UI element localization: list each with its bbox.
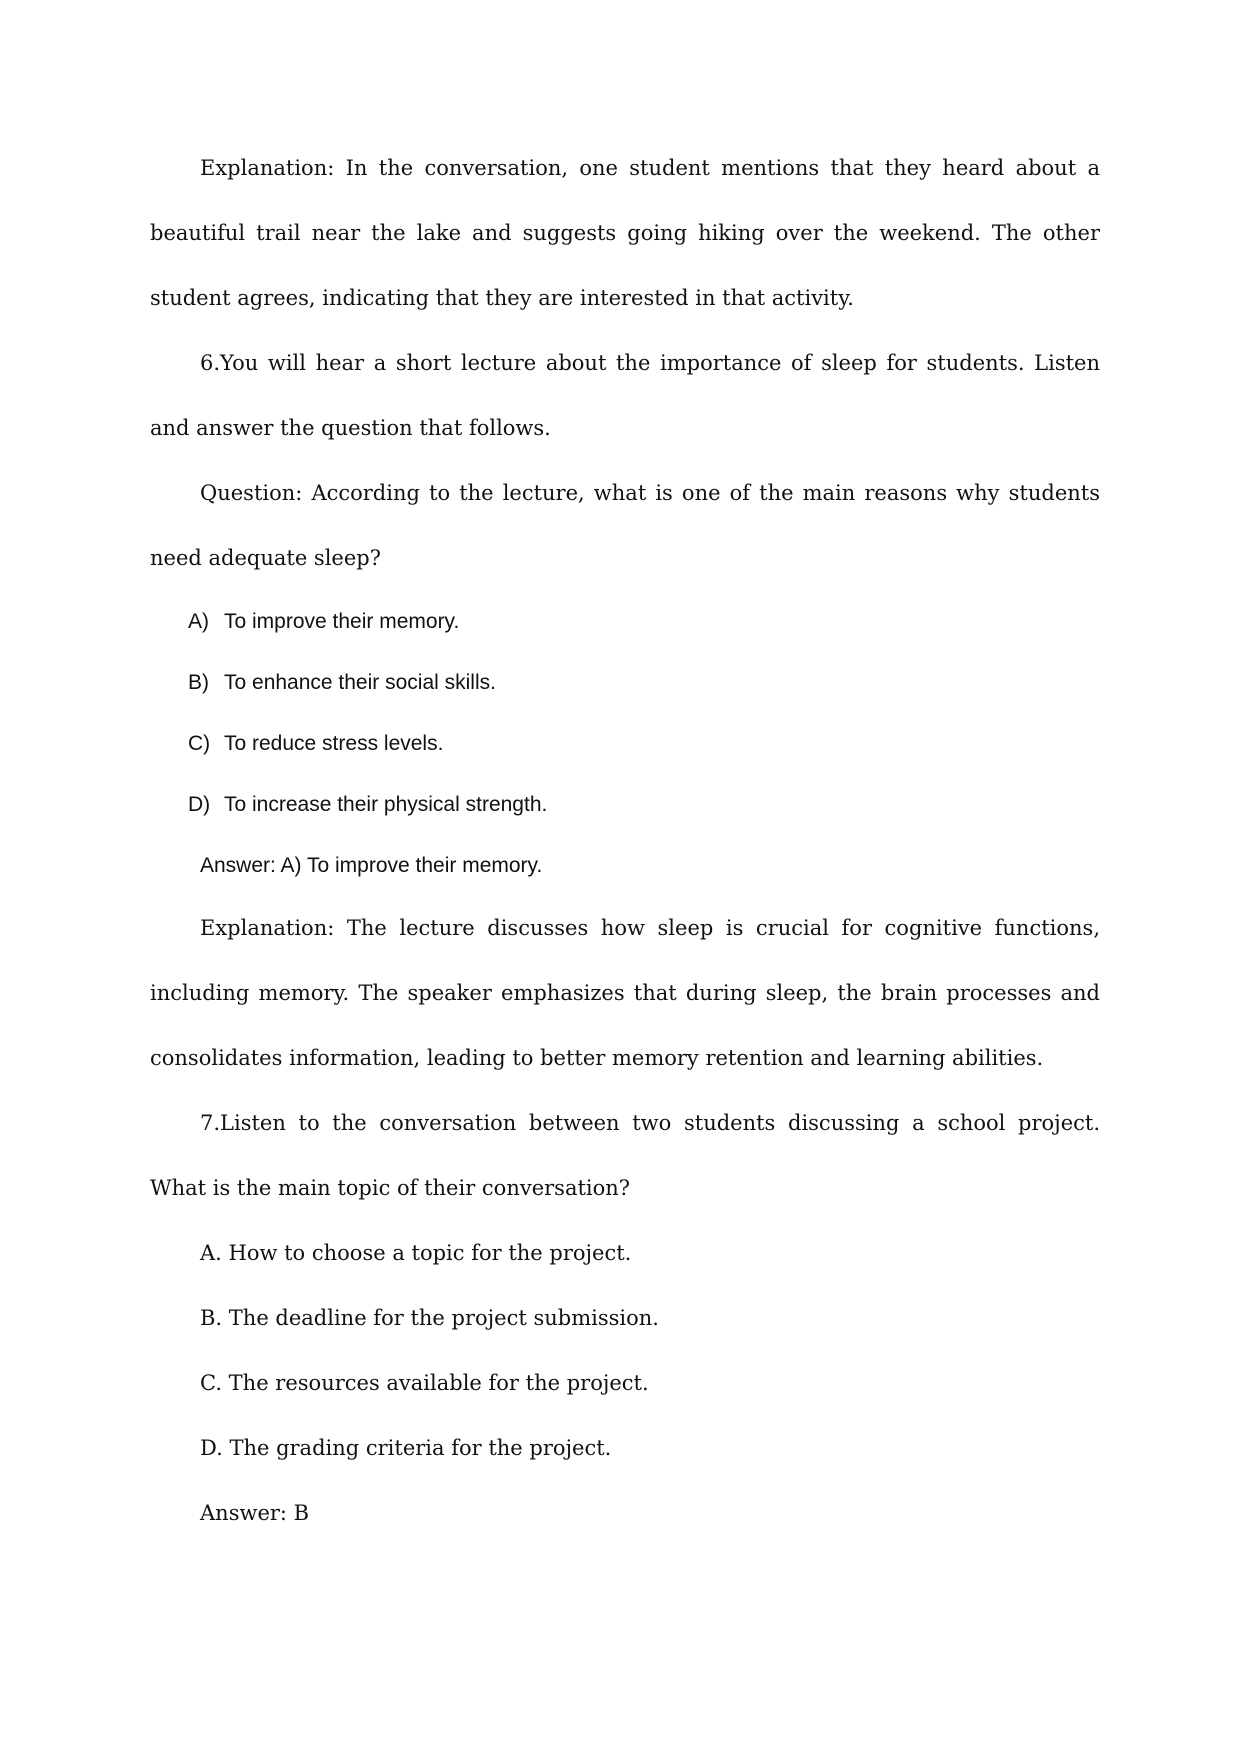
- option-text: To increase their physical strength.: [224, 793, 548, 816]
- question-6-options: [150, 591, 1100, 896]
- question-6-explanation: Explanation: The lecture discusses how sleep is crucial for cognitive functions, including memory. The speaker emphasizes that during sleep, the brain processes and consolidates information, leading to better memory retention and learning abilities.: [150, 916, 1100, 1070]
- question-6-question: Question: According to the lecture, what is one of the main reasons why students need adequate sleep?: [150, 481, 1100, 570]
- option-text: To improve their memory.: [224, 610, 460, 633]
- option-letter: B): [188, 671, 209, 694]
- question-7-prompt: 7.Listen to the conversation between two students discussing a school project. What is the main topic of their conversation?: [150, 1111, 1100, 1200]
- option-a: [150, 591, 1100, 652]
- question-6-answer: Answer: A) To improve their memory.: [200, 854, 543, 877]
- question-7-options: [150, 1221, 1100, 1481]
- option-b: B. The deadline for the project submission.: [200, 1306, 659, 1330]
- option-letter: A): [188, 610, 209, 633]
- option-a: A. How to choose a topic for the project.: [200, 1241, 632, 1265]
- option-letter: D): [188, 793, 211, 816]
- option-text: To reduce stress levels.: [224, 732, 444, 755]
- question-6-prompt: 6.You will hear a short lecture about the importance of sleep for students. Listen and answer the question that follows.: [150, 351, 1100, 440]
- option-text: To enhance their social skills.: [224, 671, 496, 694]
- document-body: [150, 136, 1100, 1546]
- option-b: [150, 652, 1100, 713]
- option-d: [150, 774, 1100, 835]
- option-letter: C): [188, 732, 211, 755]
- option-d: D. The grading criteria for the project.: [200, 1436, 612, 1460]
- question-7-answer: Answer: B: [200, 1501, 310, 1525]
- option-c: C. The resources available for the project.: [200, 1371, 649, 1395]
- explanation-paragraph: Explanation: In the conversation, one student mentions that they heard about a beautiful trail near the lake and suggests going hiking over the weekend. The other student agrees, indicating that they are interested in that activity.: [150, 156, 1100, 310]
- option-c: [150, 713, 1100, 774]
